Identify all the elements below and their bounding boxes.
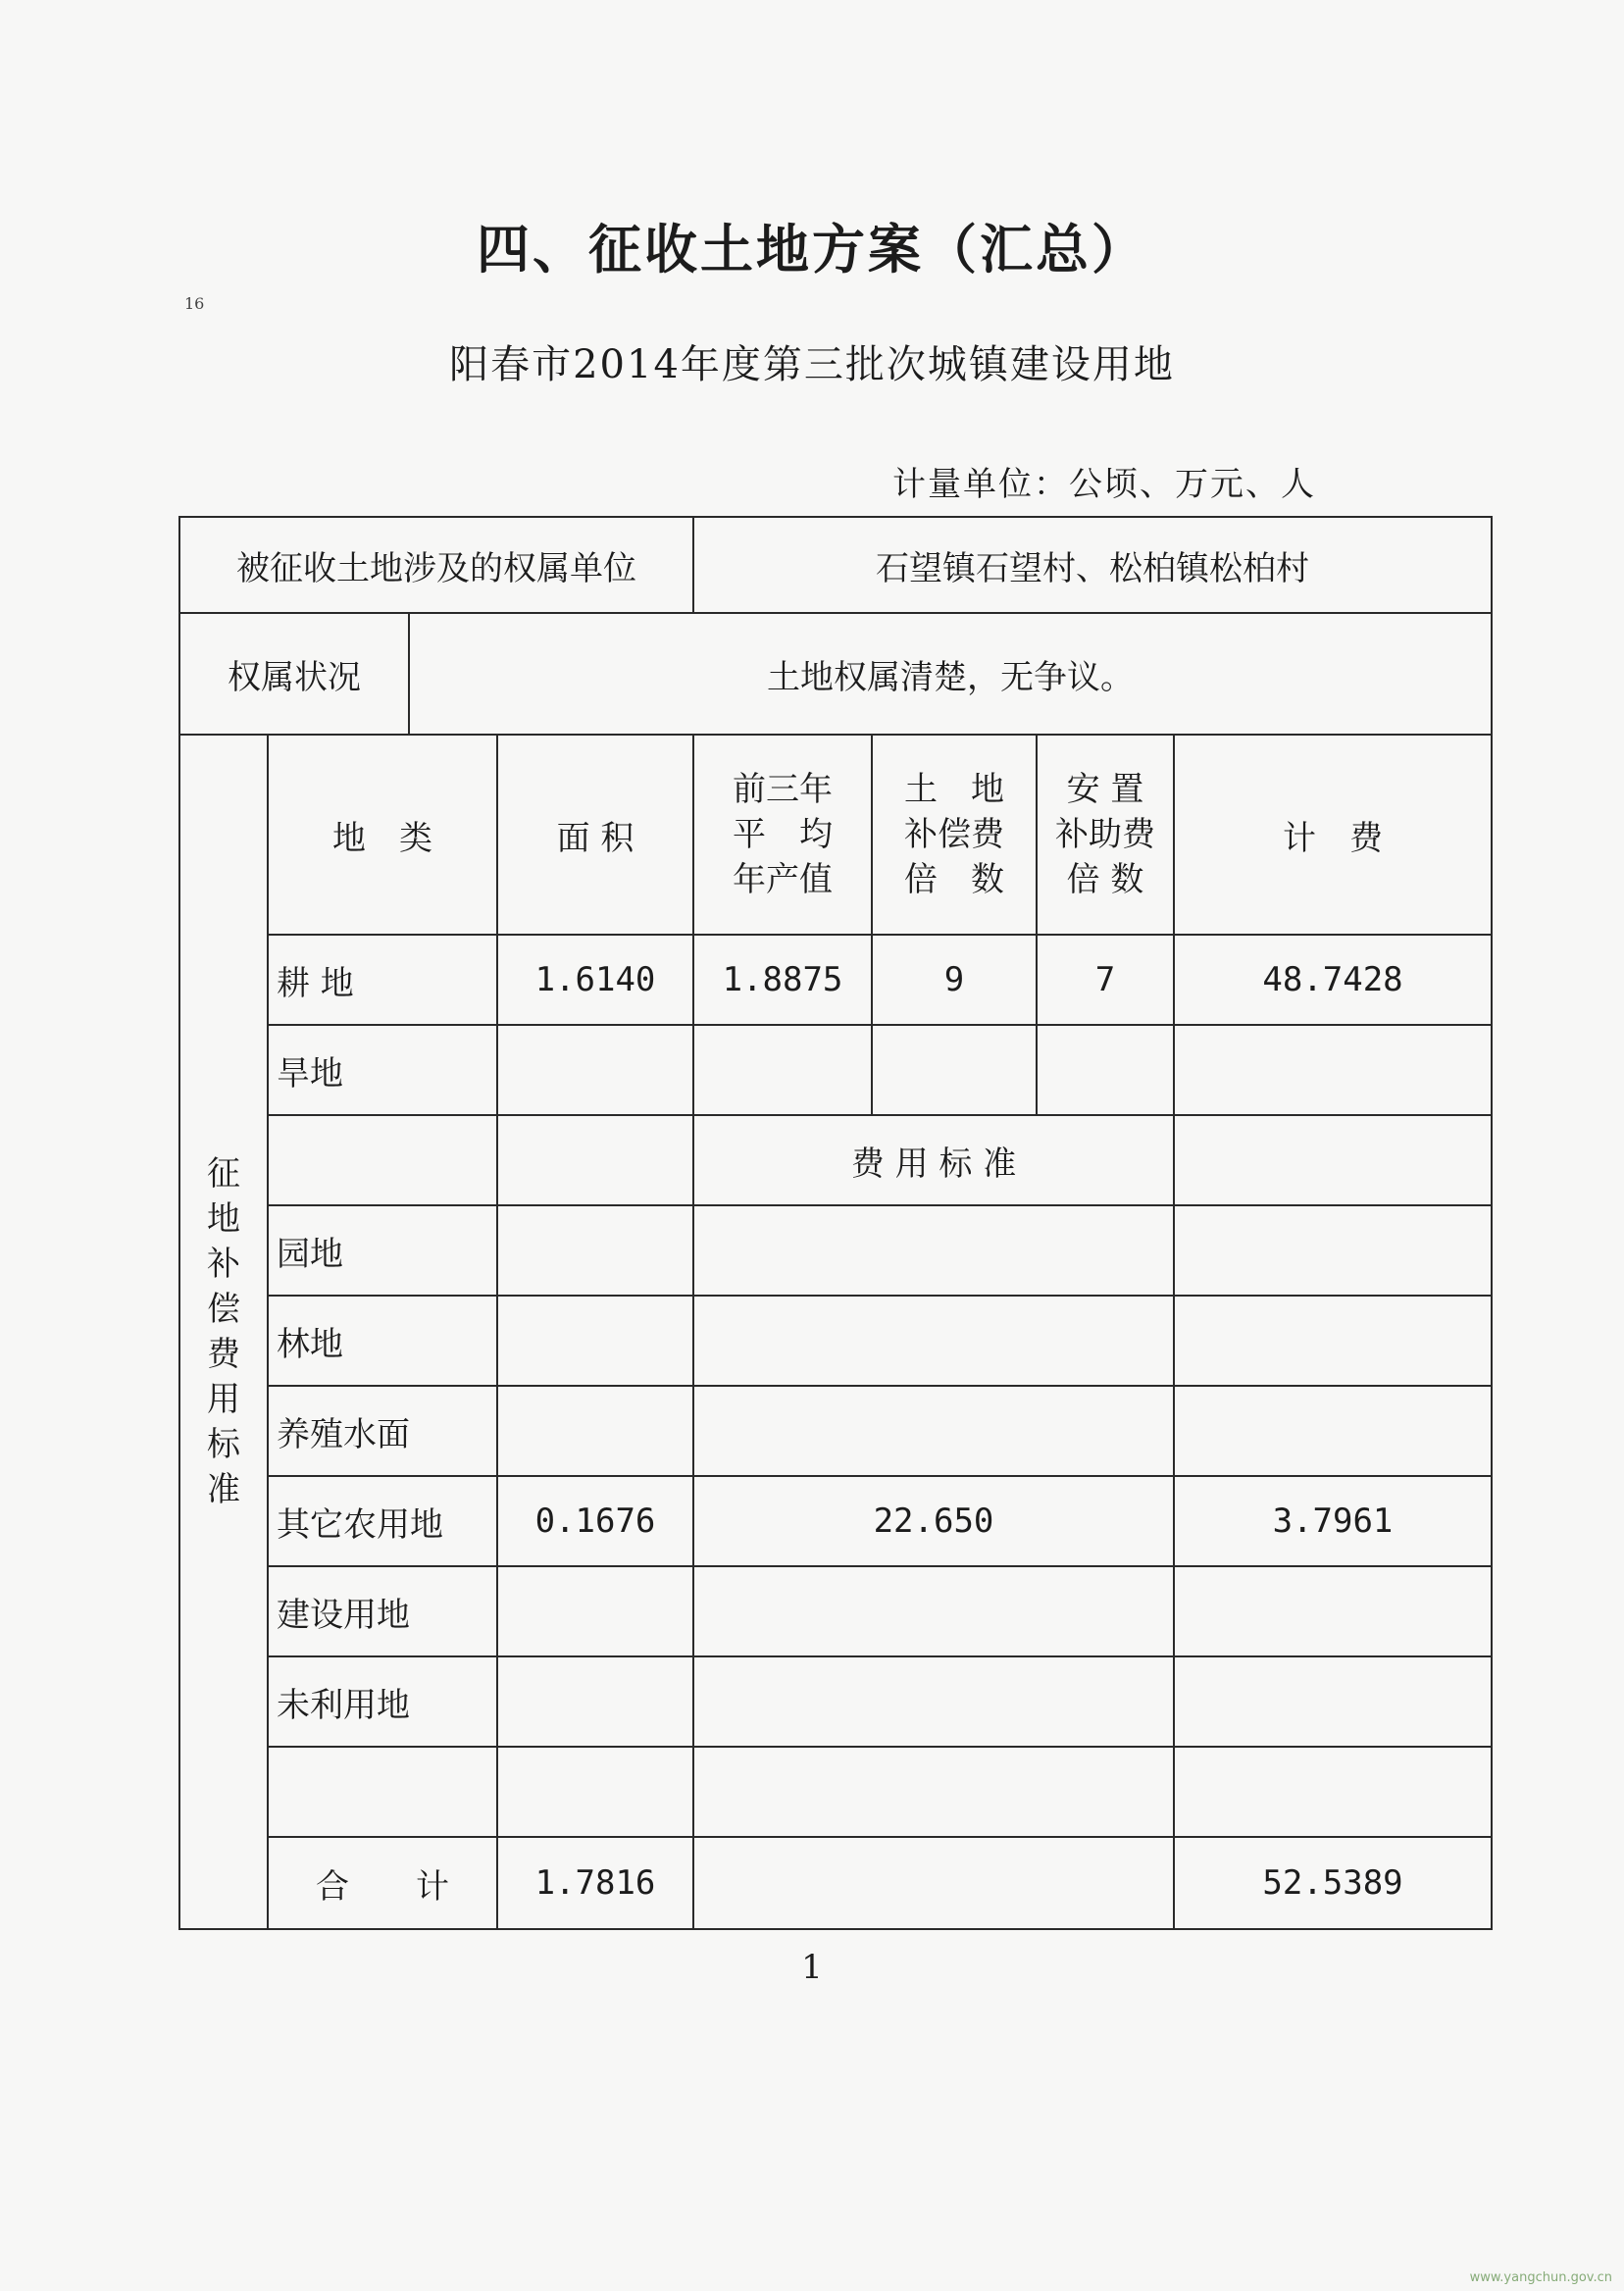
row-total [179, 1837, 1492, 1929]
owner-label: 被征收土地涉及的权属单位 [179, 517, 693, 613]
status-label: 权属状况 [179, 613, 409, 735]
land-expropriation-table [178, 516, 1493, 1930]
standard-cell [693, 1747, 1174, 1837]
land-type-cell: 旱地 [268, 1025, 497, 1115]
row-blank [179, 1747, 1492, 1837]
fee-cell: 48.7428 [1174, 935, 1492, 1025]
resettle-multiple-cell [1037, 1025, 1174, 1115]
standard-cell [693, 1566, 1174, 1656]
measurement-unit: 计量单位：公顷、万元、人 [892, 465, 1316, 504]
area-cell: 1.6140 [497, 935, 693, 1025]
fee-cell [1174, 1566, 1492, 1656]
standard-cell [693, 1296, 1174, 1386]
area-cell [497, 1386, 693, 1476]
fee-cell [1174, 1386, 1492, 1476]
owner-value: 石望镇石望村、松柏镇松柏村 [693, 517, 1492, 613]
land-type-cell: 园地 [268, 1205, 497, 1296]
row-forest [179, 1296, 1492, 1386]
standard-cell [693, 1205, 1174, 1296]
fee-cell [1174, 1205, 1492, 1296]
total-label: 合 计 [268, 1837, 497, 1929]
row-aquaculture [179, 1386, 1492, 1476]
area-cell [497, 1025, 693, 1115]
area-cell [497, 1205, 693, 1296]
page-title: 四、征收土地方案（汇总） [477, 219, 1147, 280]
fee-cell [1174, 1115, 1492, 1205]
standard-cell [693, 1386, 1174, 1476]
area-cell [497, 1566, 693, 1656]
header-comp-multiple: 土 地 补偿费 倍 数 [872, 735, 1037, 935]
area-cell [497, 1656, 693, 1747]
standard-cell [693, 1837, 1174, 1929]
land-type-cell [268, 1115, 497, 1205]
total-area-cell: 1.7816 [497, 1837, 693, 1929]
fee-cell [1174, 1747, 1492, 1837]
total-fee-cell: 52.5389 [1174, 1837, 1492, 1929]
row-fee-standard-header [179, 1115, 1492, 1205]
owner-row [179, 517, 1492, 613]
land-type-cell: 未利用地 [268, 1656, 497, 1747]
standard-cell: 22.650 [693, 1476, 1174, 1566]
side-label: 征 地 补 偿 费 用 标 准 [179, 735, 268, 1929]
header-row [179, 735, 1492, 935]
land-type-cell: 养殖水面 [268, 1386, 497, 1476]
row-unused [179, 1656, 1492, 1747]
header-land-type: 地 类 [268, 735, 497, 935]
row-arable [179, 935, 1492, 1025]
status-row [179, 613, 1492, 735]
land-type-cell: 其它农用地 [268, 1476, 497, 1566]
land-type-cell: 建设用地 [268, 1566, 497, 1656]
area-cell: 0.1676 [497, 1476, 693, 1566]
page-number: 1 [801, 1948, 823, 1987]
row-dry [179, 1025, 1492, 1115]
header-avg-output: 前三年 平 均 年产值 [693, 735, 872, 935]
land-type-cell: 林地 [268, 1296, 497, 1386]
fee-cell [1174, 1656, 1492, 1747]
standard-cell [693, 1656, 1174, 1747]
area-cell [497, 1747, 693, 1837]
row-garden [179, 1205, 1492, 1296]
fee-cell: 3.7961 [1174, 1476, 1492, 1566]
comp-multiple-cell [872, 1025, 1037, 1115]
avg-output-cell [693, 1025, 872, 1115]
fee-cell [1174, 1296, 1492, 1386]
avg-output-cell: 1.8875 [693, 935, 872, 1025]
resettle-multiple-cell: 7 [1037, 935, 1174, 1025]
document-subtitle: 阳春市2014年度第三批次城镇建设用地 [449, 342, 1175, 387]
fee-standard-label: 费 用 标 准 [693, 1115, 1174, 1205]
land-type-cell [268, 1747, 497, 1837]
status-value: 土地权属清楚，无争议。 [409, 613, 1492, 735]
row-other-agricultural [179, 1476, 1492, 1566]
comp-multiple-cell: 9 [872, 935, 1037, 1025]
area-cell [497, 1296, 693, 1386]
row-construction [179, 1566, 1492, 1656]
fee-cell [1174, 1025, 1492, 1115]
header-fee: 计 费 [1174, 735, 1492, 935]
header-area: 面 积 [497, 735, 693, 935]
header-resettle-multiple: 安 置 补助费 倍 数 [1037, 735, 1174, 935]
corner-mark: 16 [184, 294, 205, 313]
area-cell [497, 1115, 693, 1205]
land-type-cell: 耕 地 [268, 935, 497, 1025]
site-watermark: www.yangchun.gov.cn [1469, 2270, 1612, 2285]
